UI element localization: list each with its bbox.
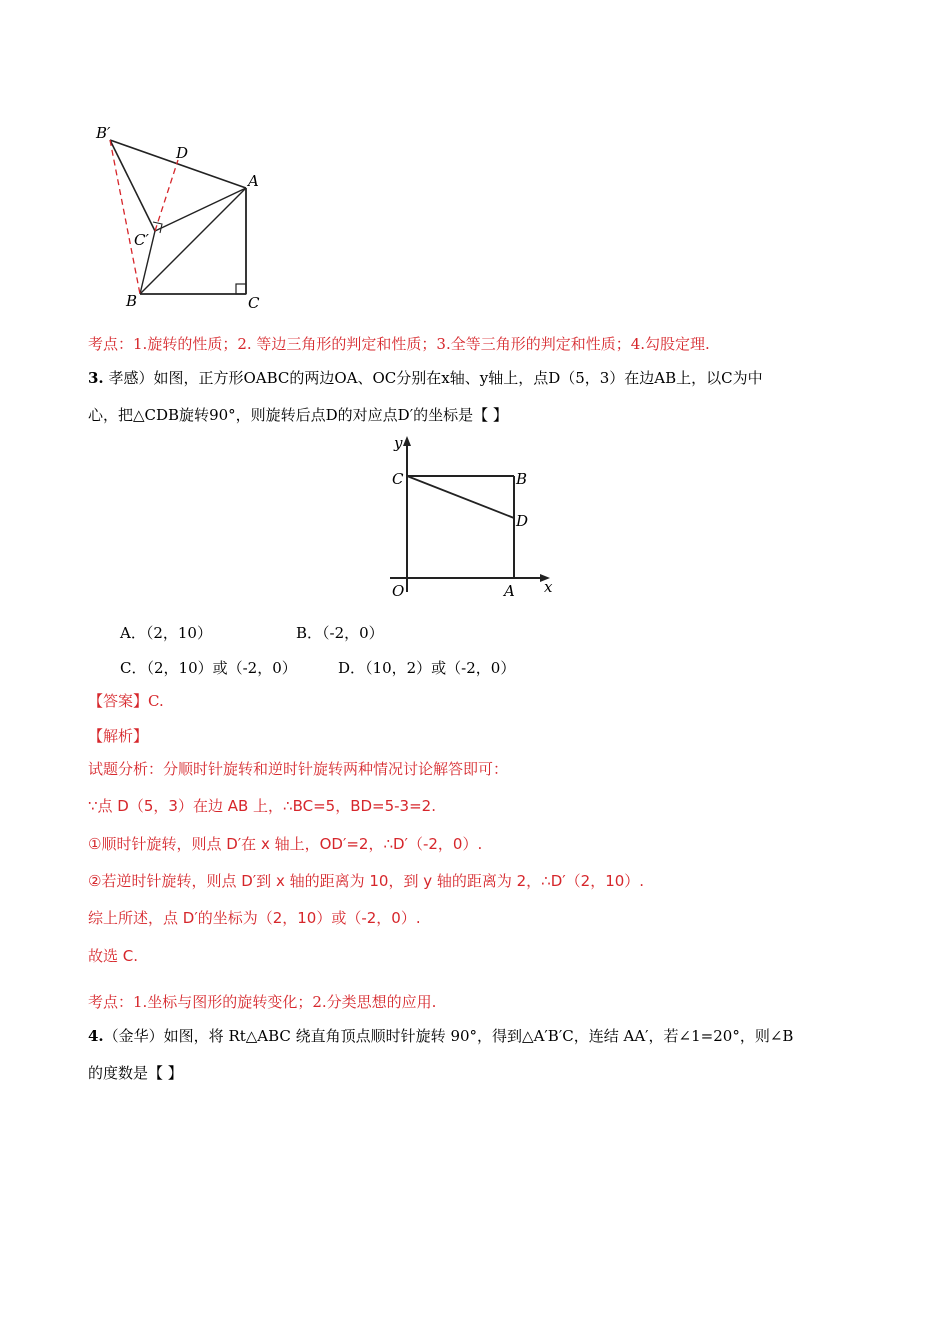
analysis-line-4: ②若逆时针旋转，则点 D′到 x 轴的距离为 10，到 y 轴的距离为 2，∴D′（2，10）. [88, 872, 645, 890]
fig2-label-y: y [394, 434, 403, 452]
option-d: D．（10，2）或（-2，0） [338, 659, 516, 677]
fig1-segment-a-b [140, 188, 246, 294]
analysis-heading: 【解析】 [88, 727, 149, 745]
fig1-label-d: D [176, 144, 189, 162]
question-3-text-1: 孝感）如图，正方形OABC的两边OA、OC分别在x轴、y轴上，点D（5，3）在边AB上，以C为中 [103, 369, 763, 387]
fig2-y-axis-arrow [403, 436, 411, 446]
fig2-label-a: A [504, 582, 515, 600]
fig2-label-x: x [544, 578, 553, 596]
fig2-label-d: D [516, 512, 529, 530]
fig1-label-a: A [248, 172, 259, 190]
figure-coordinate-square [380, 432, 560, 602]
question-3-number: 3. [88, 369, 104, 387]
question-4-number: 4. [88, 1027, 104, 1045]
figure-rotation-triangles [88, 118, 288, 313]
analysis-line-5: 综上所述，点 D′的坐标为（2，10）或（-2，0）. [88, 909, 421, 927]
fig1-label-b: B [126, 292, 138, 310]
fig1-label-c: C [248, 294, 260, 312]
answer-line: 【答案】C. [88, 692, 164, 710]
fig1-label-c-prime: C′ [134, 231, 149, 249]
question-4-text-1: （金华）如图，将 Rt△ABC 绕直角顶点顺时针旋转 90°，得到△A′B′C，连结 AA′，若∠1=20°，则∠B [103, 1027, 794, 1045]
kaodian-item-1: 1.旋转的性质； [133, 335, 238, 353]
analysis-line-6: 故选 C. [88, 947, 139, 965]
option-c: C．（2，10）或（-2，0） [120, 659, 297, 677]
question-4-line-2: 的度数是【 】 [88, 1064, 183, 1082]
kaodian-item-2: 2. 等边三角形的判定和性质； [237, 335, 437, 353]
fig2-segment-c-d [407, 476, 514, 518]
option-b: B．（-2，0） [296, 624, 384, 642]
question-3-line-2: 心，把△CDB旋转90°，则旋转后点D的对应点D′的坐标是【 】 [88, 406, 508, 424]
fig1-segment-cprime-a [155, 188, 246, 231]
fig1-dashed-cprime-d [155, 160, 178, 231]
analysis-line-2: ∵点 D（5，3）在边 AB 上，∴BC=5，BD=5-3=2. [88, 797, 436, 815]
fig1-label-b-prime: B′ [96, 124, 111, 142]
option-a: A．（2，10） [120, 624, 212, 642]
fig2-label-b: B [516, 470, 528, 488]
analysis-line-3: ①顺时针旋转，则点 D′在 x 轴上，OD′=2，∴D′（-2，0）. [88, 835, 483, 853]
kaodian-label: 考点： [88, 335, 134, 353]
analysis-line-1: 试题分析：分顺时针旋转和逆时针旋转两种情况讨论解答即可： [88, 760, 509, 778]
kaodian-section-1 [88, 333, 710, 355]
fig2-label-o: O [392, 582, 405, 600]
question-3-line-1 [88, 367, 763, 389]
kaodian-section-2: 考点：1.坐标与图形的旋转变化；2.分类思想的应用. [88, 993, 437, 1011]
fig1-dashed-bprime-b [110, 140, 140, 294]
question-4-line-1 [88, 1025, 793, 1047]
kaodian-item-4: 4.勾股定理. [630, 335, 710, 353]
fig2-label-c: C [392, 470, 404, 488]
kaodian-item-3: 3.全等三角形的判定和性质； [436, 335, 631, 353]
fig1-right-angle-c [236, 284, 246, 294]
